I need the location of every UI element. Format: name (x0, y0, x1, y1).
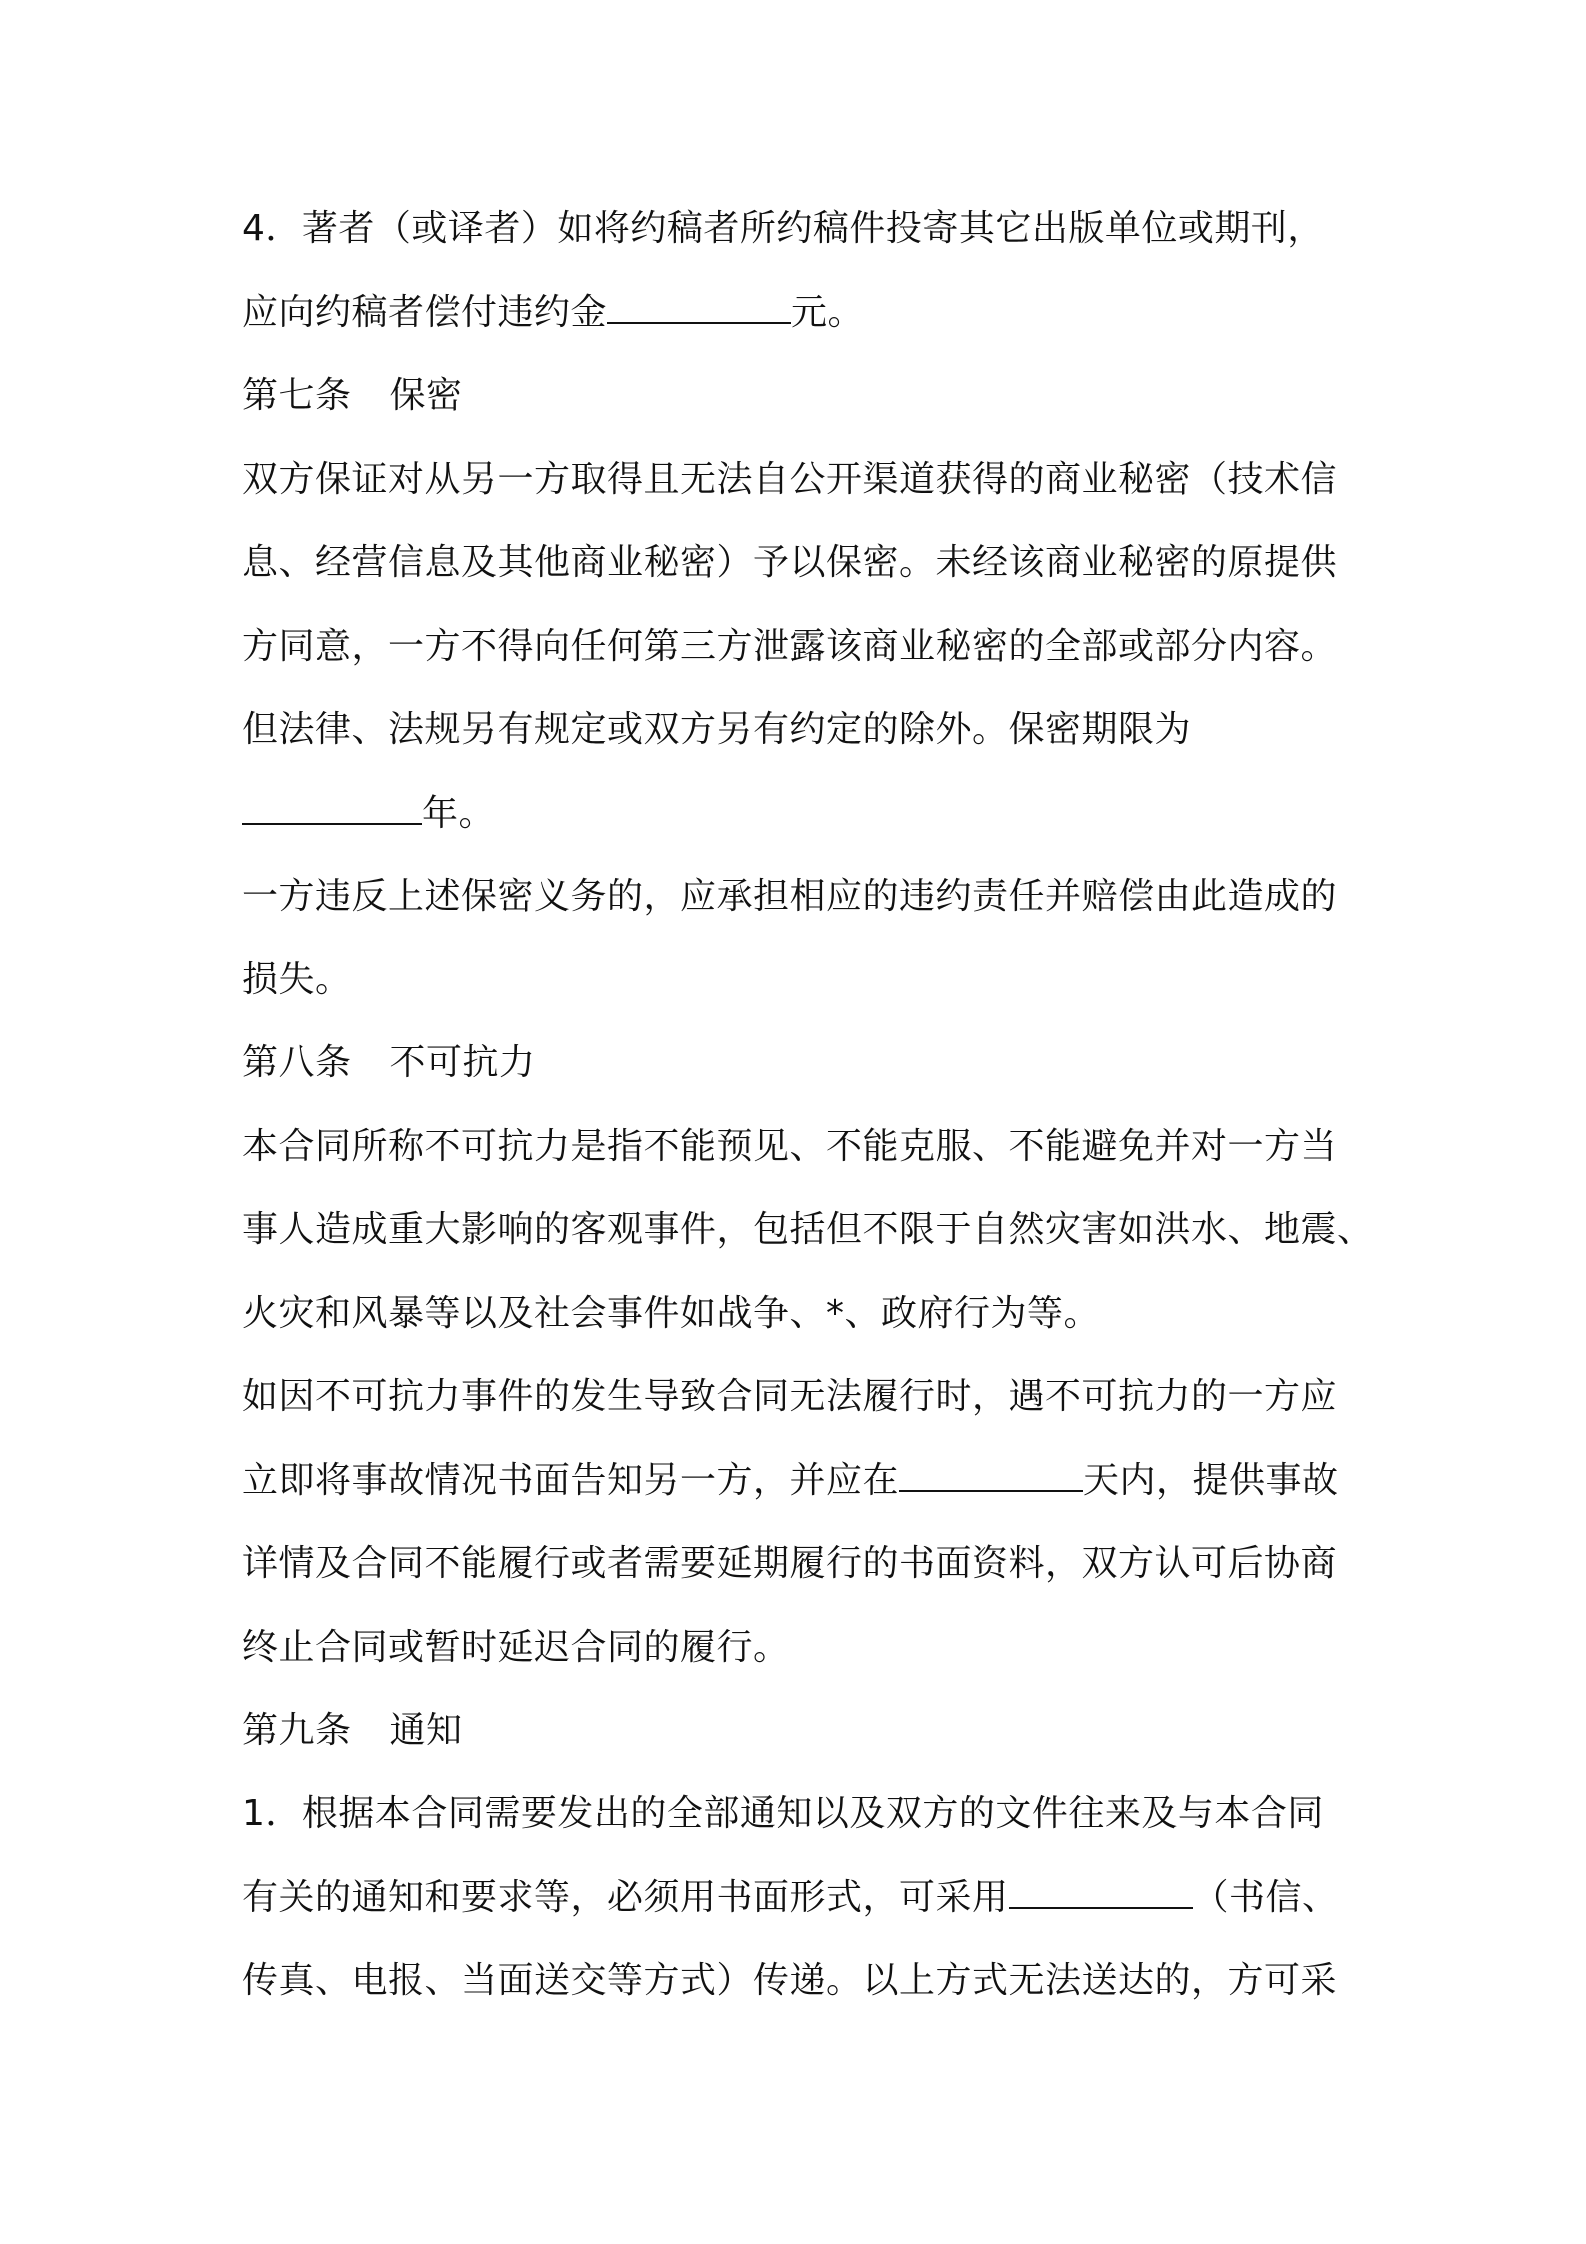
text-line (242, 617, 1362, 677)
text-line (242, 450, 1362, 510)
text-segment: 立即将事故情况书面告知另一方，并应在 (242, 1460, 900, 1501)
text-segment: （书信、 (1192, 1877, 1339, 1918)
text-segment: 传真、电报、当面送交等方式）传递。以上方式无法送达的，方可采 (242, 1960, 1338, 2001)
text-line (242, 1534, 1362, 1594)
fill-in-blank[interactable] (899, 1460, 1083, 1492)
section-heading (242, 1033, 1362, 1093)
text-segment: 火灾和风暴等以及社会事件如战争、*、政府行为等。 (242, 1293, 1101, 1334)
text-segment: 详情及合同不能履行或者需要延期履行的书面资料，双方认可后协商 (242, 1543, 1338, 1584)
text-segment: 但法律、法规另有规定或双方另有约定的除外。保密期限为 (242, 709, 1192, 750)
text-segment: 终止合同或暂时延迟合同的履行。 (242, 1627, 790, 1668)
text-line (242, 1367, 1362, 1427)
text-segment: 天内，提供事故 (1083, 1460, 1339, 1501)
fill-in-blank[interactable] (242, 793, 422, 825)
text-segment: 损失。 (242, 959, 352, 1000)
section-heading (242, 366, 1362, 426)
section-number: 第九条 (242, 1710, 352, 1751)
text-line (242, 1951, 1362, 2011)
text-line (242, 700, 1362, 760)
text-line (242, 1200, 1374, 1260)
text-line (242, 1284, 1362, 1344)
text-segment: 4．著者（或译者）如将约稿者所约稿件投寄其它出版单位或期刊， (242, 208, 1324, 249)
text-segment: 方同意，一方不得向任何第三方泄露该商业秘密的全部或部分内容。 (242, 626, 1338, 667)
text-line (242, 199, 1362, 259)
text-line (242, 1868, 1362, 1928)
text-segment: 双方保证对从另一方取得且无法自公开渠道获得的商业秘密（技术信 (242, 459, 1338, 500)
section-number: 第七条 (242, 375, 352, 416)
text-segment: 元。 (791, 292, 865, 333)
text-segment: 应向约稿者偿付违约金 (242, 292, 608, 333)
text-line (242, 1117, 1362, 1177)
text-segment: 1．根据本合同需要发出的全部通知以及双方的文件往来及与本合同 (242, 1793, 1324, 1834)
section-title: 不可抗力 (389, 1042, 536, 1083)
section-title: 通知 (389, 1710, 463, 1751)
text-line (242, 784, 1362, 844)
fill-in-blank[interactable] (607, 292, 791, 324)
text-segment: 年。 (422, 793, 496, 834)
section-title: 保密 (389, 375, 463, 416)
text-segment: 事人造成重大影响的客观事件，包括但不限于自然灾害如洪水、地震、 (242, 1209, 1374, 1250)
text-line (242, 950, 1362, 1010)
text-line (242, 1618, 1362, 1678)
section-number: 第八条 (242, 1042, 352, 1083)
text-segment: 如因不可抗力事件的发生导致合同无法履行时，遇不可抗力的一方应 (242, 1376, 1338, 1417)
text-segment: 本合同所称不可抗力是指不能预见、不能克服、不能避免并对一方当 (242, 1126, 1338, 1167)
text-line (242, 1784, 1362, 1844)
text-segment: 一方违反上述保密义务的，应承担相应的违约责任并赔偿由此造成的 (242, 876, 1338, 917)
text-segment: 有关的通知和要求等，必须用书面形式，可采用 (242, 1877, 1009, 1918)
text-line (242, 533, 1362, 593)
text-line (242, 283, 1362, 343)
text-line (242, 1451, 1362, 1511)
text-segment: 息、经营信息及其他商业秘密）予以保密。未经该商业秘密的原提供 (242, 542, 1338, 583)
section-heading (242, 1701, 1362, 1761)
text-line (242, 867, 1362, 927)
fill-in-blank[interactable] (1009, 1877, 1193, 1909)
